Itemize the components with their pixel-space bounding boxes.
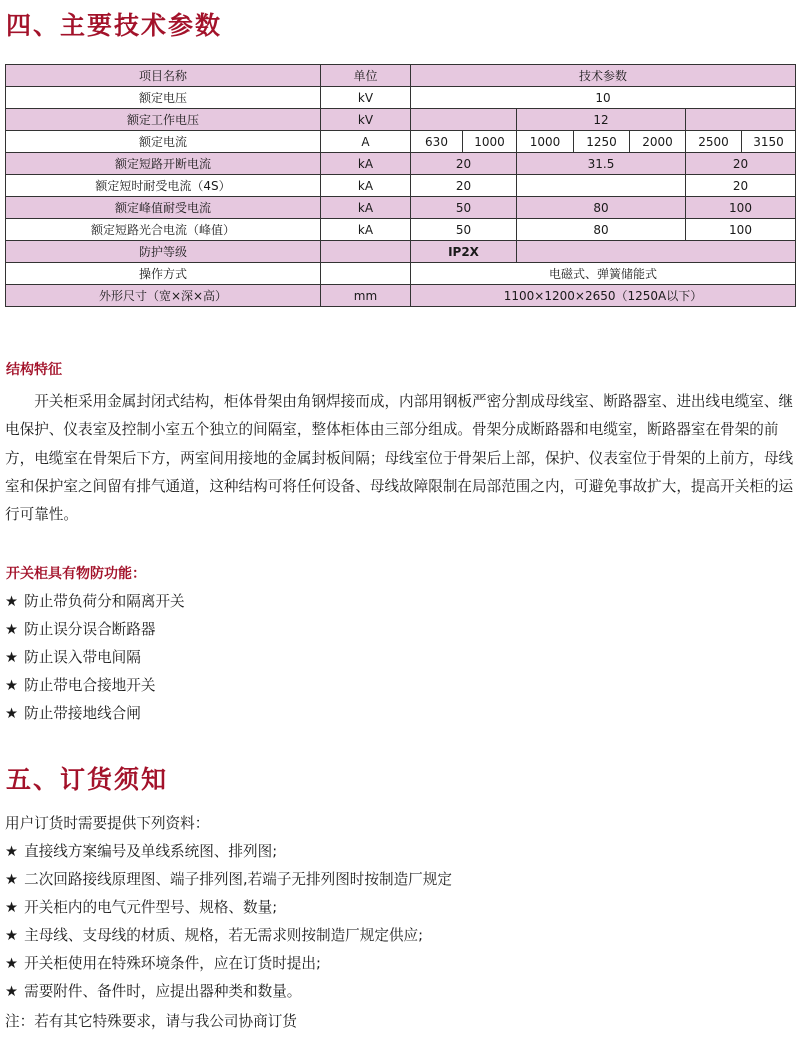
star-icon: ★ xyxy=(5,677,19,694)
row-value: 50 xyxy=(411,219,517,241)
current-value: 1000 xyxy=(517,131,574,153)
row-value: 20 xyxy=(411,175,517,197)
table-row xyxy=(6,197,796,219)
list-item-text: 开关柜内的电气元件型号、规格、数量; xyxy=(24,899,278,916)
star-icon: ★ xyxy=(5,871,19,888)
list-item-text: 直接线方案编号及单线系统图、排列图; xyxy=(24,843,278,860)
table-row xyxy=(6,87,796,109)
row-value: 20 xyxy=(686,175,796,197)
table-row xyxy=(6,241,796,263)
row-unit xyxy=(321,263,411,285)
row-name: 额定电压 xyxy=(6,87,321,109)
header-unit: 单位 xyxy=(321,65,411,87)
row-value: 80 xyxy=(517,197,686,219)
row-value: 80 xyxy=(517,219,686,241)
row-value: IP2X xyxy=(411,241,517,263)
table-row xyxy=(6,219,796,241)
list-item-text: 防止误入带电间隔 xyxy=(24,649,141,666)
current-value: 2000 xyxy=(630,131,686,153)
row-value-empty xyxy=(411,109,517,131)
functions-list xyxy=(5,588,185,728)
list-item xyxy=(5,700,185,728)
row-name: 操作方式 xyxy=(6,263,321,285)
row-unit: A xyxy=(321,131,411,153)
list-item xyxy=(5,838,452,866)
star-icon: ★ xyxy=(5,983,19,1000)
row-name: 额定短路开断电流 xyxy=(6,153,321,175)
ordering-list xyxy=(5,838,452,1006)
row-unit: kA xyxy=(321,175,411,197)
list-item xyxy=(5,672,185,700)
row-value: 100 xyxy=(686,197,796,219)
list-item-text: 防止带负荷分和隔离开关 xyxy=(24,593,185,610)
section-title-ordering-notes: 五、订货须知 xyxy=(6,765,169,794)
table-row xyxy=(6,131,796,153)
row-name: 额定电流 xyxy=(6,131,321,153)
row-name: 防护等级 xyxy=(6,241,321,263)
ordering-intro: 用户订货时需要提供下列资料： xyxy=(5,815,210,832)
row-unit: mm xyxy=(321,285,411,307)
row-unit xyxy=(321,241,411,263)
list-item-text: 防止带接地线合闸 xyxy=(24,705,141,722)
row-unit: kV xyxy=(321,87,411,109)
structure-paragraph: 开关柜采用金属封闭式结构，柜体骨架由角钢焊接而成，内部用钢板严密分割成母线室、断路器室、进出线电缆室、继电保护、仪表室及控制小室五个独立的间隔室，整体柜体由三部分组成。骨架分成断路器和电缆室，断路器室在骨架的前方，电缆室在骨架后下方，两室间用接地的金属封板间隔；母线室位于骨架后上部，保护、仪表室位于骨架的上前方，母线室和保护室之间留有排气通道，这种结构可将任何设备、母线故障限制在局部范围之内，可避免事故扩大，提高开关柜的运行可靠性。 xyxy=(5,393,794,524)
row-value: 1100×1200×2650（1250A以下） xyxy=(411,285,796,307)
row-name: 额定峰值耐受电流 xyxy=(6,197,321,219)
row-name: 外形尺寸（宽×深×高） xyxy=(6,285,321,307)
row-value-empty xyxy=(686,109,796,131)
table-header-row xyxy=(6,65,796,87)
row-value: 31.5 xyxy=(517,153,686,175)
row-value xyxy=(517,175,686,197)
table-row xyxy=(6,263,796,285)
row-value: 20 xyxy=(411,153,517,175)
list-item xyxy=(5,588,185,616)
list-item-text: 需要附件、备件时，应提出器种类和数量。 xyxy=(24,983,302,1000)
star-icon: ★ xyxy=(5,621,19,638)
list-item xyxy=(5,644,185,672)
star-icon: ★ xyxy=(5,843,19,860)
structure-heading: 结构特征 xyxy=(6,362,62,378)
current-value: 2500 xyxy=(686,131,742,153)
star-icon: ★ xyxy=(5,955,19,972)
list-item-text: 主母线、支母线的材质、规格，若无需求则按制造厂规定供应; xyxy=(24,927,424,944)
section-title-technical-parameters: 四、主要技术参数 xyxy=(6,11,223,40)
row-value: 12 xyxy=(517,109,686,131)
header-item: 项目名称 xyxy=(6,65,321,87)
table-row xyxy=(6,109,796,131)
row-name: 额定短路光合电流（峰值） xyxy=(6,219,321,241)
header-params: 技术参数 xyxy=(411,65,796,87)
row-value: 电磁式、弹簧储能式 xyxy=(411,263,796,285)
table-row xyxy=(6,175,796,197)
star-icon: ★ xyxy=(5,593,19,610)
star-icon: ★ xyxy=(5,927,19,944)
functions-heading: 开关柜具有物防功能： xyxy=(6,566,146,582)
ordering-note: 注：若有其它特殊要求，请与我公司协商订货 xyxy=(5,1013,297,1030)
list-item xyxy=(5,950,452,978)
row-unit: kV xyxy=(321,109,411,131)
row-name: 额定工作电压 xyxy=(6,109,321,131)
row-name: 额定短时耐受电流（4S） xyxy=(6,175,321,197)
star-icon: ★ xyxy=(5,705,19,722)
list-item xyxy=(5,978,452,1006)
table-row xyxy=(6,153,796,175)
row-value: 100 xyxy=(686,219,796,241)
row-unit: kA xyxy=(321,153,411,175)
current-value: 630 xyxy=(411,131,463,153)
row-value-empty xyxy=(517,241,796,263)
current-value: 1000 xyxy=(463,131,517,153)
list-item xyxy=(5,922,452,950)
technical-parameters-table xyxy=(5,64,796,307)
row-value: 10 xyxy=(411,87,796,109)
list-item-text: 二次回路接线原理图、端子排列图,若端子无排列图时按制造厂规定 xyxy=(24,871,452,888)
current-value: 1250 xyxy=(574,131,630,153)
row-value: 50 xyxy=(411,197,517,219)
table-row xyxy=(6,285,796,307)
list-item xyxy=(5,866,452,894)
row-value: 20 xyxy=(686,153,796,175)
list-item xyxy=(5,894,452,922)
list-item xyxy=(5,616,185,644)
list-item-text: 防止带电合接地开关 xyxy=(24,677,156,694)
star-icon: ★ xyxy=(5,899,19,916)
list-item-text: 防止误分误合断路器 xyxy=(24,621,156,638)
star-icon: ★ xyxy=(5,649,19,666)
list-item-text: 开关柜使用在特殊环境条件，应在订货时提出; xyxy=(24,955,321,972)
row-unit: kA xyxy=(321,219,411,241)
row-unit: kA xyxy=(321,197,411,219)
current-value: 3150 xyxy=(742,131,796,153)
